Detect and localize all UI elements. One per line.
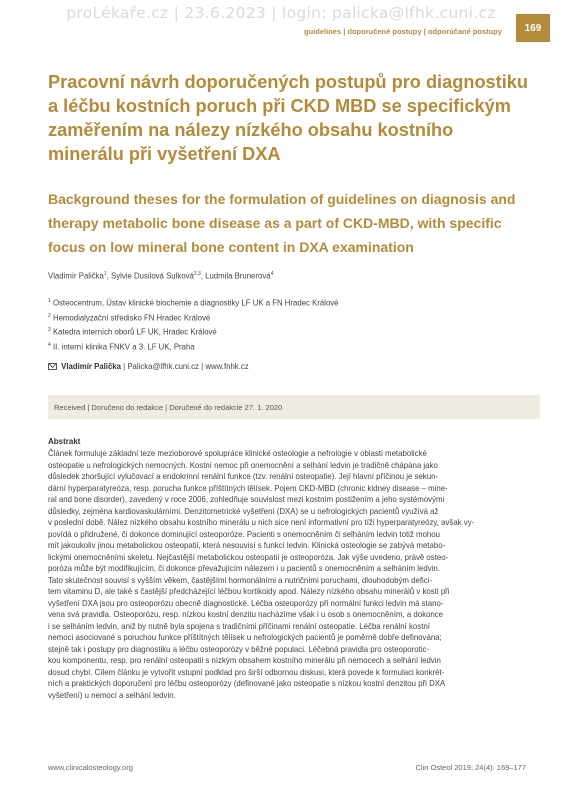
affiliation-item	[48, 339, 339, 354]
abstract-line: vena svá pravidla. Osteoporózu, resp. nízkou kostní denzitu nacházíme však i u osob s onemocněním, a dokonce	[48, 610, 444, 620]
affiliation-text: Osteocentrum, Ústav klinické biochemie a diagnostiky LF UK a FN Hradec Králové	[52, 298, 339, 308]
affiliation-item	[48, 324, 339, 339]
contact-line: Vladimír Palička | Palicka@lfhk.cuni.cz | www.fnhk.cz	[48, 362, 249, 371]
affiliation-item	[48, 310, 339, 325]
abstract-line: v poslední době. Nález nízkého obsahu kostního minerálu u nich sice není informativní pro tíži hyperparatyreózy, avšak vy-	[48, 518, 475, 528]
abstract-body	[48, 448, 525, 701]
abstract-line: i se selháním ledvin, aniž by nutně byla spojena s tradičními příčinami renální osteopatie. Léčba renální kostní	[48, 621, 430, 631]
abstract-line: povídá o přidružené, či dokonce dominující osteoporóze. Pacienti s onemocněním či selháním ledvin totiž mohou	[48, 529, 440, 539]
abstract-line: lickými onemocněními skeletu. Nejčastější metabolickou osteopatií je osteoporóza. Jak výše uvedeno, právě osteo-	[48, 552, 449, 562]
received-bar: Received | Doručeno do redakce | Doručené do redakcie 27. 1. 2020	[48, 395, 540, 419]
affiliation-sup: 4	[48, 341, 51, 348]
affiliation-text: Katedra interních oborů LF UK, Hradec Králové	[52, 327, 217, 337]
abstract-line: vyšetření) u nemocí a selhání ledvin.	[48, 690, 176, 700]
contact-email[interactable]: Palicka@lfhk.cuni.cz	[127, 362, 199, 371]
author-list: Vladimír Palička$^1$, Sylvie Dusilová Sulková$^{2,3}$, Ludmila Brunerová$^4$	[48, 271, 274, 281]
abstract-line: důsledky, zejména kardiovaskulárními. Denzitometrické vyšetření (DXA) se u nefrologických pacientů využívá až	[48, 506, 439, 516]
abstract-line: Tato skutečnost souvisí s vyšším věkem, častějšími hormonálními a nutričními poruchami, dlouhodobým defici-	[48, 575, 433, 585]
article-title-en: Background theses for the formulation of guidelines on diagnosis and therapy metabolic bone disease as a part of CKD-MBD, with specific focus on low mineral bone content in DXA examination	[48, 191, 516, 255]
author-sup: 1	[103, 271, 107, 277]
abstract-line: stejně tak i postupy pro diagnostiku a léčbu osteoporózy v běžné populaci. Léčebná pravidla pro osteoporotic-	[48, 644, 430, 654]
affiliation-sup: 2	[48, 312, 51, 319]
author-sup: 4	[270, 271, 274, 277]
abstract-line: dosud chybí. Cílem článku je vytvořit vstupní podklad pro širší odbornou diskusi, která povede k formulaci konkrét-	[48, 667, 445, 677]
abstract-line: tem vitaminu D, ale také s častější předcházející léčbou kortikoidy apod. Nálezy nízkého obsahu minerálů v kosti při	[48, 587, 450, 597]
section-header: guidelines | doporučené postupy | odporúčané postupy	[304, 27, 502, 36]
contact-name: Vladimír Palička	[61, 362, 121, 371]
abstract-line: mít jakoukoliv jinou metabolickou osteopatii, která nesouvisí s funkcí ledvin. Klinická osteologie se zabývá metabo-	[48, 541, 446, 551]
footer-website[interactable]: www.clinicalosteology.org	[48, 763, 133, 772]
affiliation-text: Hemodialyzační středisko FN Hradec Králové	[52, 313, 211, 323]
abstract-heading: Abstrakt	[48, 437, 81, 446]
abstract-line: důsledek zhoršující vylučovací a endokrinní renální funkce (tzv. renální osteopatie). Její hlavní příčinou je sekun-	[48, 472, 439, 482]
page-number: 169	[516, 14, 550, 42]
author-sup: 2,3	[193, 271, 201, 277]
author-name: Ludmila Brunerová	[205, 271, 271, 281]
contact-web[interactable]: www.fnhk.cz	[205, 362, 249, 371]
abstract-line: Článek formuluje základní teze mezioborové spolupráce klinické osteologie a nefrologie v oblasti metabolické	[48, 449, 427, 458]
abstract-line: dární hyperparatyreóza, resp. porucha funkce příštítných tělísek. Pojem CKD-MBD (chronic kidney disease – mine-	[48, 483, 448, 493]
abstract-line: poróza může být modifikujícím, či dokonce převažujícím nálezem i u pacientů s onemocněním a selháním ledvin.	[48, 564, 440, 574]
abstract-line: vyšetření DXA jsou pro osteoporózu obecně diagnostické. Léčba osteoporózy při normální funkci ledvin má stano-	[48, 598, 444, 608]
abstract-line: ral and bone disorder), zavedený v roce 2006, zohledňuje souvislost mezi kostním postižením a jeho systémovými	[48, 495, 445, 505]
watermark: proLékaře.cz | 23.6.2023 | login: palicka@lfhk.cuni.cz	[66, 4, 496, 22]
affiliation-text: II. interní klinika FNKV a 3. LF UK, Praha	[52, 342, 195, 352]
article-title-cz: Pracovní návrh doporučených postupů pro diagnostiku a léčbu kostních poruch při CKD MBD se specifickým zaměřením na nálezy nízkého obsahu kostního minerálu při vyšetření DXA	[48, 72, 528, 164]
affiliation-list	[48, 295, 339, 353]
abstract-line: nemoci asociované s poruchou funkce příštítných tělísek u nefrologických pacientů je poměrně dobře definována;	[48, 633, 442, 643]
author-name: Sylvie Dusilová Sulková	[111, 271, 194, 281]
abstract-line: osteopatie u nefrologických nemocných. Kostní nemoc při onemocnění a selhání ledvin je tradičně chápána jako	[48, 460, 438, 470]
envelope-icon	[48, 363, 57, 370]
affiliation-sup: 1	[48, 298, 51, 304]
affiliation-sup: 3	[48, 327, 51, 334]
abstract-line: kou komponentu, resp. pro renální osteopatii s nízkým obsahem kostního minerálu při nemocech a selhání ledvin	[48, 656, 441, 666]
footer-citation: Clin Osteol 2019; 24(4): 169–177	[415, 763, 526, 772]
author-name: Vladimír Palička	[48, 271, 104, 281]
affiliation-item	[48, 295, 339, 310]
abstract-line: ních a praktických doporučení pro léčbu osteoporózy (definované jako osteopatie s nízkou kostní denzitou při DXA	[48, 679, 446, 689]
